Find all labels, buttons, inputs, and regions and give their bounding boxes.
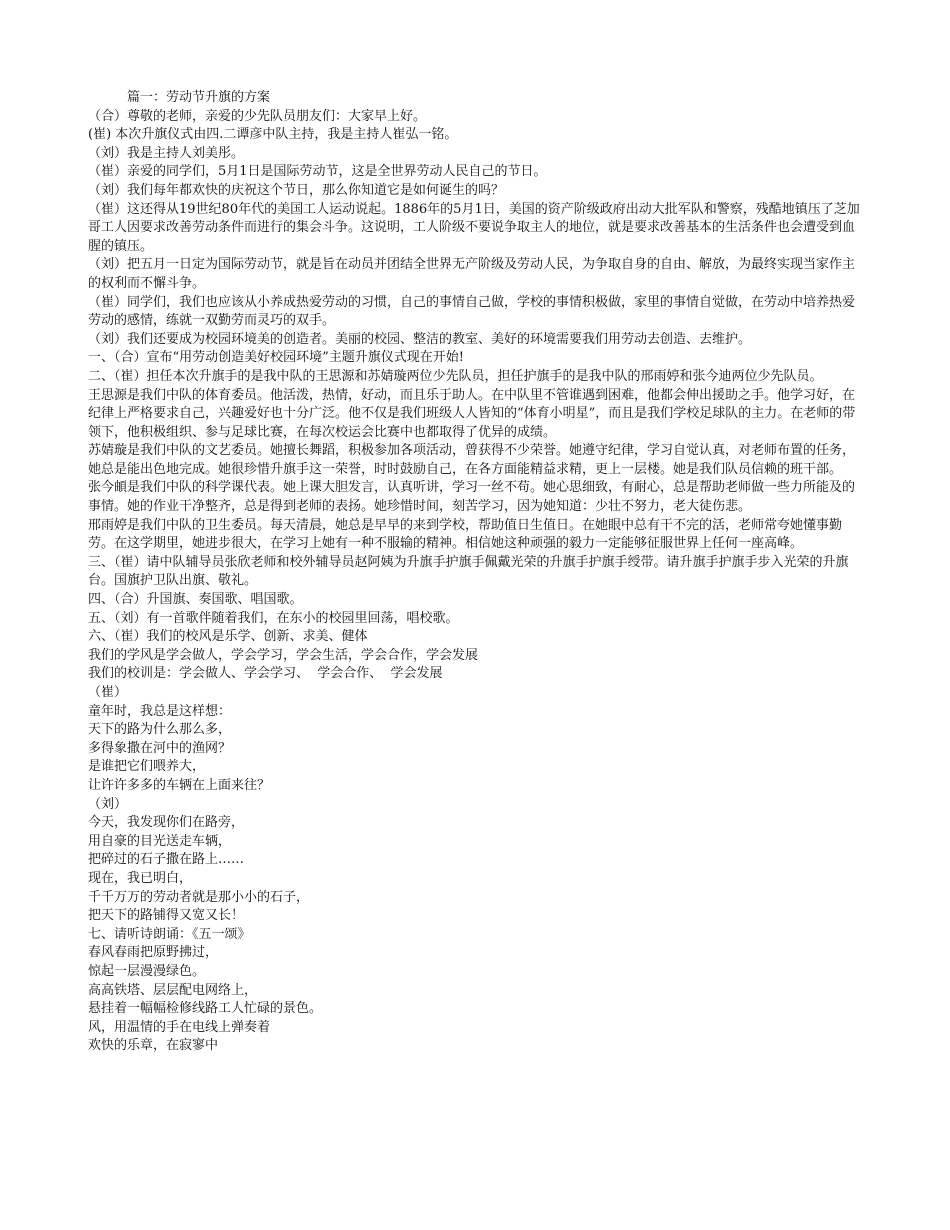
paragraph: 天下的路为什么那么多，	[88, 722, 232, 738]
paragraph: 今天，我发现你们在路旁，	[88, 815, 245, 831]
paragraph: （刘）把五月一日定为国际劳动节，就是旨在动员并团结全世界无产阶级及劳动人民，为争取自身的自由、解放，为最终实现当家作主的权利而不懈斗争。	[88, 257, 856, 291]
document-title: 篇一：劳动节升旗的方案	[127, 90, 271, 105]
paragraph: 多得象撒在河中的渔网？	[88, 740, 232, 756]
paragraph: （崔）亲爱的同学们，5月1日是国际劳动节，这是全世界劳动人民自己的节日。	[88, 164, 547, 180]
paragraph: 把碎过的石子撒在路上……	[88, 852, 245, 868]
paragraph: 惊起一层漫漫绿色。	[88, 963, 206, 979]
paragraph: 春风春雨把原野拂过，	[88, 945, 219, 961]
document-body	[88, 89, 863, 1056]
paragraph: 童年时，我总是这样想：	[88, 703, 232, 719]
paragraph: 七、请听诗朗诵：《五一颂》	[88, 926, 251, 942]
paragraph: 让许许多多的车辆在上面来往？	[88, 777, 271, 793]
paragraph: （刘）我是主持人刘美彤。	[88, 145, 245, 161]
paragraph: （崔）	[88, 685, 128, 700]
paragraph: （崔）同学们，我们也应该从小养成热爱劳动的习惯，自己的事情自己做，学校的事情积极做，家里的事情自觉做，在劳动中培养热爱劳动的感情，练就一双勤劳而灵巧的双手。	[88, 294, 856, 329]
paragraph: 欢快的乐章，在寂寥中	[88, 1038, 219, 1054]
paragraph: 六、（崔）我们的校风是乐学、创新、求美、健体	[88, 629, 368, 645]
paragraph: （刘）我们每年都欢快的庆祝这个节日，那么你知道它是如何诞生的吗？	[88, 182, 505, 198]
paragraph: 风，用温情的手在电线上弹奏着	[88, 1019, 271, 1035]
paragraph: 千千万万的劳动者就是那小小的石子，	[88, 889, 310, 905]
paragraph: 王思源是我们中队的体育委员。他活泼，热情，好动，而且乐于助人。在中队里不管谁遇到困难，他都会伸出援助之手。他学习好，在纪律上严格要求自己，兴趣爱好也十分广泛。他不仅是我们班级人人皆知的“体育小明星”，而且是我们学校足球队的主力。在老师的带领下，他积极组织、参与足球比赛，在每次校运会比赛中也都取得了优异的成绩。	[88, 387, 856, 440]
paragraph: 三、（崔）请中队辅导员张欣老师和校外辅导员赵阿姨为升旗手护旗手佩戴光荣的升旗手护旗手绶带。请升旗手护旗手步入光荣的升旗台。国旗护卫队出旗、敬礼。	[88, 554, 849, 589]
paragraph: （合）尊敬的老师，亲爱的少先队员朋友们：大家早上好。	[88, 108, 427, 124]
paragraph: 现在，我已明白，	[88, 870, 193, 886]
paragraph: （崔）这还得从19世纪80年代的美国工人运动说起。1886年的5月1日，美国的资产阶级政府出动大批军队和警察，残酷地镇压了芝加哥工人因要求改善劳动条件而进行的集会斗争。这说明，工人阶级不要说争取主人的地位，就是要求改善基本的生活条件也会遭受到血腥的镇压。	[88, 201, 860, 254]
paragraph: (崔) 本次升旗仪式由四.二谭彦中队主持，我是主持人崔弘一铭。	[88, 127, 458, 143]
paragraph: 五、（刘）有一首歌伴随着我们，在东小的校园里回荡，唱校歌。	[88, 610, 459, 626]
paragraph: 张今頔是我们中队的科学课代表。她上课大胆发言，认真听讲，学习一丝不苟。她心思细致，有耐心，总是帮助老师做一些力所能及的事情。她的作业干净整齐，总是得到老师的表扬。她珍惜时间，刻苦学习，因为她知道：少壮不努力，老大徒伤悲。	[88, 480, 856, 515]
paragraph: 一、（合）宣布“用劳动创造美好校园环境”主题升旗仪式现在开始!	[88, 350, 465, 366]
paragraph: 高高铁塔、层层配电网络上，	[88, 982, 258, 998]
paragraph-list	[88, 108, 863, 1056]
paragraph: 四、（合）升国旗、奏国歌、唱国歌。	[88, 592, 303, 608]
paragraph: 邢雨婷是我们中队的卫生委员。每天清晨，她总是早早的来到学校，帮助值日生值日。在她眼中总有干不完的活，老师常夸她懂事勤劳。在这学期里，她进步很大，在学习上她有一种不服输的精神。相信她这种顽强的毅力一定能够征服世界上任何一座高峰。	[88, 517, 843, 552]
paragraph: （刘）	[88, 796, 128, 812]
paragraph: 我们的校训是：学会做人、学会学习、 学会合作、 学会发展	[88, 666, 443, 682]
paragraph: 苏婧璇是我们中队的文艺委员。她擅长舞蹈，积极参加各项活动，曾获得不少荣誉。她遵守纪律，学习自觉认真，对老师布置的任务，她总是能出色地完成。她很珍惜升旗手这一荣誉，时时鼓励自己，在各方面能精益求精，更上一层楼。她是我们队员信赖的班干部。	[88, 443, 856, 477]
paragraph: 是谁把它们喂养大，	[88, 759, 206, 775]
paragraph: 我们的学风是学会做人，学会学习，学会生活，学会合作，学会发展	[88, 647, 479, 663]
paragraph: 悬挂着一幅幅检修线路工人忙碌的景色。	[88, 1001, 323, 1017]
paragraph: 把天下的路铺得又宽又长！	[88, 908, 245, 924]
paragraph: 二、（崔）担任本次升旗手的是我中队的王思源和苏婧璇两位少先队员，担任护旗手的是我中队的邢雨婷和张今迪两位少先队员。	[88, 368, 823, 384]
paragraph: 用自豪的目光送走车辆，	[88, 833, 232, 849]
paragraph: （刘）我们还要成为校园环境美的创造者。美丽的校园、整洁的教室、美好的环境需要我们用劳动去创造、去维护。	[88, 331, 752, 347]
